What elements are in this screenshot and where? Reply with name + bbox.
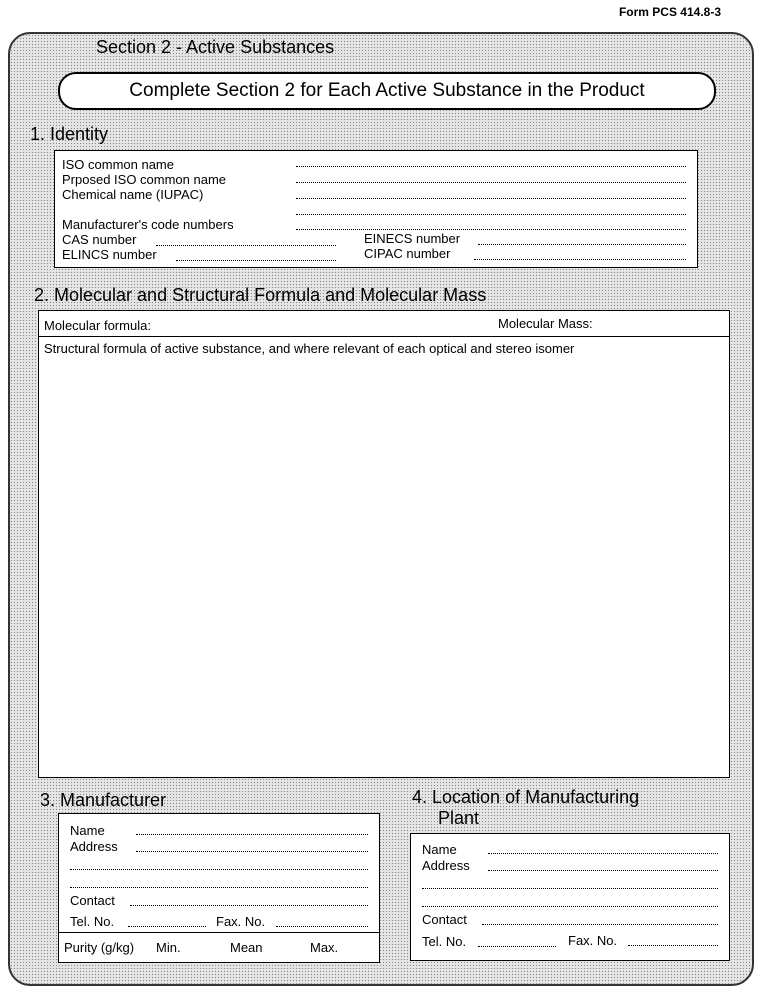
- purity-max-label: Max.: [310, 940, 339, 955]
- manufacturer-fax-label: Fax. No.: [216, 914, 266, 929]
- plant-heading: 4. Location of Manufacturing: [412, 787, 640, 807]
- cipac-number-label: CIPAC number: [364, 246, 451, 261]
- plant-fax-field[interactable]: [628, 945, 718, 946]
- manufacturer-name-field[interactable]: [136, 834, 368, 835]
- plant-heading-line2: Plant: [438, 808, 480, 828]
- plant-tel-label: Tel. No.: [422, 934, 467, 949]
- plant-contact-field[interactable]: [482, 924, 718, 925]
- plant-name-field[interactable]: [488, 853, 718, 854]
- molecular-divider: [39, 336, 729, 337]
- plant-address-field-3[interactable]: [422, 906, 718, 907]
- manufacturer-contact-label: Contact: [70, 893, 115, 908]
- elincs-number-field[interactable]: [176, 260, 336, 261]
- purity-label: Purity (g/kg): [64, 940, 135, 955]
- purity-divider: [59, 932, 379, 933]
- iso-common-name-field[interactable]: [296, 166, 686, 167]
- manufacturer-fax-field[interactable]: [276, 926, 368, 927]
- elincs-number-label: ELINCS number: [62, 247, 157, 262]
- manufacturer-address-field-2[interactable]: [70, 869, 368, 870]
- chemical-name-field[interactable]: [296, 198, 686, 199]
- purity-min-label: Min.: [156, 940, 181, 955]
- molecular-heading: 2. Molecular and Structural Formula and Molecular Mass: [34, 285, 487, 305]
- plant-address-field[interactable]: [488, 870, 718, 871]
- einecs-number-field[interactable]: [478, 244, 686, 245]
- manufacturer-heading: 3. Manufacturer: [40, 790, 167, 810]
- cas-number-label: CAS number: [62, 232, 137, 247]
- manufacturer-address-label: Address: [70, 839, 118, 854]
- purity-mean-label: Mean: [230, 940, 263, 955]
- proposed-iso-name-field[interactable]: [296, 182, 686, 183]
- structural-formula-label: Structural formula of active substance, and where relevant of each optical and stereo isomer: [44, 341, 575, 356]
- molecular-formula-label: Molecular formula:: [44, 318, 151, 333]
- section-title: Section 2 - Active Substances: [96, 37, 335, 57]
- instruction-banner: Complete Section 2 for Each Active Substance in the Product: [58, 72, 716, 110]
- manufacturer-codes-field[interactable]: [296, 229, 686, 230]
- einecs-number-label: EINECS number: [364, 231, 461, 246]
- manufacturer-tel-label: Tel. No.: [70, 914, 115, 929]
- plant-name-label: Name: [422, 842, 457, 857]
- plant-tel-field[interactable]: [478, 946, 556, 947]
- iso-common-name-label: ISO common name: [62, 157, 174, 172]
- proposed-iso-name-label: Prposed ISO common name: [62, 172, 227, 187]
- plant-fax-label: Fax. No.: [568, 933, 618, 948]
- cipac-number-field[interactable]: [474, 259, 686, 260]
- manufacturer-name-label: Name: [70, 823, 105, 838]
- chemical-name-label: Chemical name (IUPAC): [62, 187, 204, 202]
- form-number: Form PCS 414.8-3: [618, 5, 721, 19]
- cas-number-field[interactable]: [156, 245, 336, 246]
- manufacturer-address-field-3[interactable]: [70, 887, 368, 888]
- structural-formula-area[interactable]: [40, 360, 726, 774]
- plant-address-field-2[interactable]: [422, 888, 718, 889]
- manufacturer-codes-label: Manufacturer's code numbers: [62, 217, 234, 232]
- plant-contact-label: Contact: [422, 912, 467, 927]
- plant-address-label: Address: [422, 858, 470, 873]
- molecular-mass-label: Molecular Mass:: [498, 316, 593, 331]
- identity-heading: 1. Identity: [30, 124, 109, 144]
- manufacturer-contact-field[interactable]: [130, 905, 368, 906]
- manufacturer-tel-field[interactable]: [128, 926, 206, 927]
- chemical-name-field-2[interactable]: [296, 214, 686, 215]
- manufacturer-address-field[interactable]: [136, 851, 368, 852]
